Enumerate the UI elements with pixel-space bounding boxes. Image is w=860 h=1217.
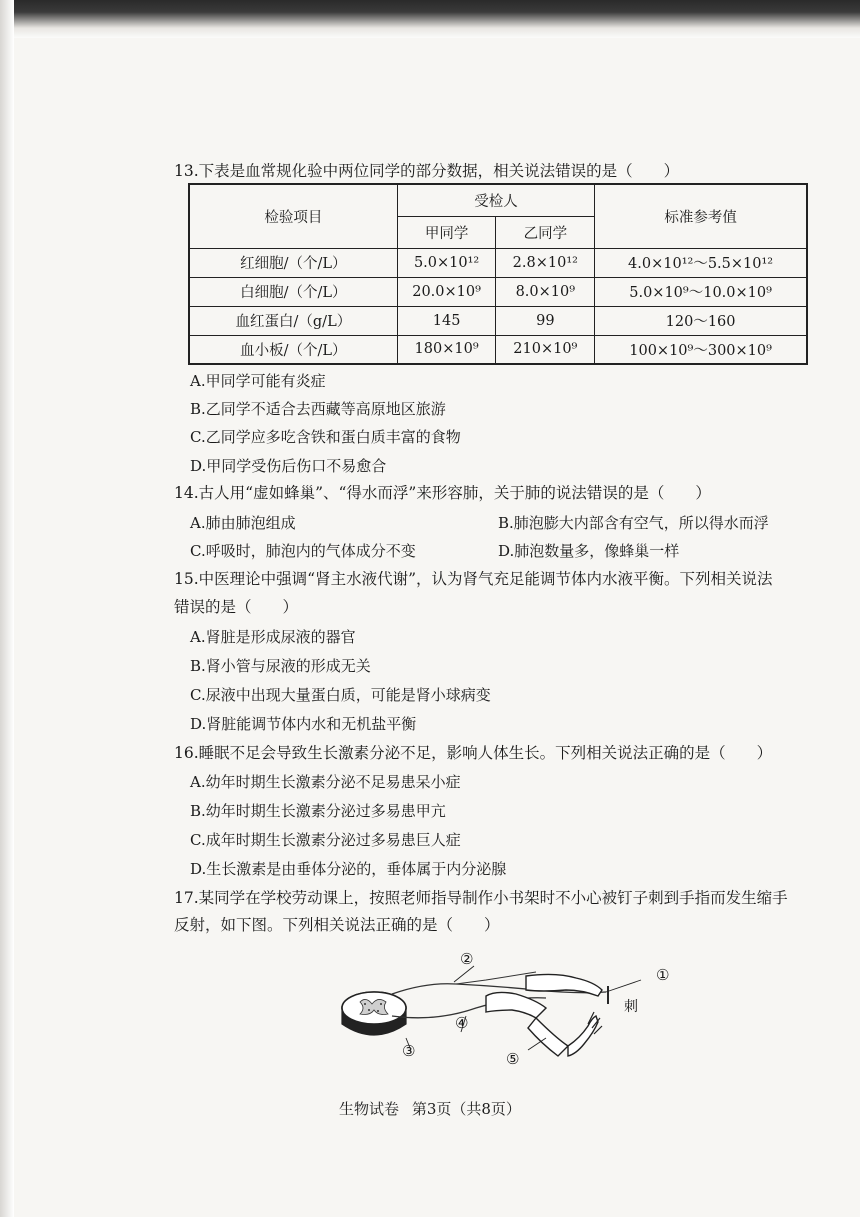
cell-b: 8.0×10⁹ [496,277,595,306]
q15-option-c: C.尿液中出现大量蛋白质，可能是肾小球病变 [190,686,491,704]
q13-option-c: C.乙同学应多吃含铁和蛋白质丰富的食物 [190,428,461,446]
table-row [189,306,807,335]
q16-option-b: B.幼年时期生长激素分泌过多易患甲亢 [190,802,446,820]
footer-page-number: 第3页（共8页） [411,1100,521,1118]
scan-left-edge [0,0,14,1217]
cell-a: 145 [397,306,496,335]
q17-stem-line2: 反射，如下图。下列相关说法正确的是（ ） [174,916,500,934]
cell-b: 210×10⁹ [496,335,595,364]
footer-subject: 生物试卷 [339,1100,400,1118]
q14-option-c: C.呼吸时，肺泡内的气体成分不变 [190,542,416,560]
table-row [189,248,807,277]
q16-option-d: D.生长激素是由垂体分泌的，垂体属于内分泌腺 [190,860,507,878]
q14-option-b: B.肺泡膨大内部含有空气，所以得水而浮 [498,514,769,532]
cell-item: 血红蛋白/（g/L） [189,306,397,335]
q15-option-b: B.肾小管与尿液的形成无关 [190,657,371,675]
cell-item: 白细胞/（个/L） [189,277,397,306]
header-subject: 受检人 [397,184,594,216]
q16-option-c: C.成年时期生长激素分泌过多易患巨人症 [190,831,461,849]
page-footer [0,1098,860,1119]
label-5: ⑤ [506,1050,520,1068]
q15-stem-line2: 错误的是（ ） [174,598,299,616]
spinal-cord-icon [342,992,406,1035]
cell-a: 20.0×10⁹ [397,277,496,306]
q14-option-d: D.肺泡数量多，像蜂巢一样 [498,542,680,560]
cell-item: 血小板/（个/L） [189,335,397,364]
header-ref: 标准参考值 [595,184,807,248]
header-student-a: 甲同学 [397,216,496,248]
table-row [189,335,807,364]
cell-a: 5.0×10¹² [397,248,496,277]
q16-stem: 16.睡眠不足会导致生长激素分泌不足，影响人体生长。下列相关说法正确的是（ ） [174,744,773,762]
cell-ref: 4.0×10¹²～5.5×10¹² [595,248,807,277]
cell-a: 180×10⁹ [397,335,496,364]
scan-top-edge [0,0,860,40]
label-3: ③ [402,1042,416,1060]
cell-b: 2.8×10¹² [496,248,595,277]
cell-ref: 5.0×10⁹～10.0×10⁹ [595,277,807,306]
reflex-arc-figure [336,946,656,1066]
q13-option-d: D.甲同学受伤后伤口不易愈合 [190,457,387,475]
q17-stem-line1: 17.某同学在学校劳动课上，按照老师指导制作小书架时不小心被钉子刺到手指而发生缩手 [174,889,788,907]
thorn-label: 刺 [624,999,638,1015]
label-2: ② [460,950,474,968]
header-student-b: 乙同学 [496,216,595,248]
cell-ref: 100×10⁹～300×10⁹ [595,335,807,364]
q13-option-a: A.甲同学可能有炎症 [190,372,326,390]
q16-option-a: A.幼年时期生长激素分泌不足易患呆小症 [190,773,461,791]
cell-ref: 120～160 [595,306,807,335]
q15-stem-line1: 15.中医理论中强调“肾主水液代谢”，认为肾气充足能调节体内水液平衡。下列相关说法 [174,570,773,588]
q14-option-a: A.肺由肺泡组成 [190,514,296,532]
blood-test-table [188,183,808,365]
table-row [189,277,807,306]
label-4: ④ [455,1014,469,1032]
q13-option-b: B.乙同学不适合去西藏等高原地区旅游 [190,400,446,418]
header-item: 检验项目 [189,184,397,248]
cell-item: 红细胞/（个/L） [189,248,397,277]
cell-b: 99 [496,306,595,335]
q14-stem: 14.古人用“虚如蜂巢”、“得水而浮”来形容肺，关于肺的说法错误的是（ ） [174,484,711,502]
q15-option-d: D.肾脏能调节体内水和无机盐平衡 [190,715,417,733]
q15-option-a: A.肾脏是形成尿液的器官 [190,628,356,646]
label-1: ① [656,966,670,984]
q13-stem: 13.下表是血常规化验中两位同学的部分数据，相关说法错误的是（ ） [174,162,680,180]
